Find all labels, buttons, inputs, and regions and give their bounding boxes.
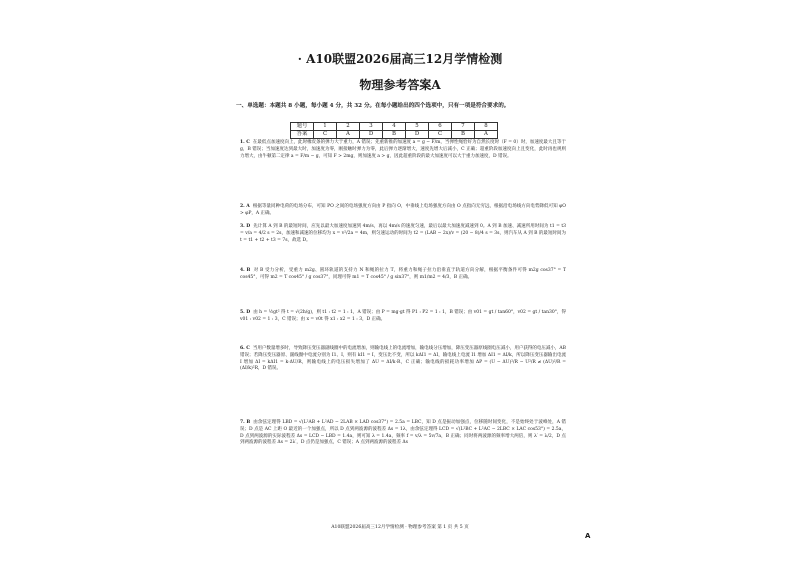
explanation-number: 6. C <box>240 346 250 351</box>
answer-cell: D <box>406 131 429 139</box>
answer-explanation <box>240 268 566 282</box>
question-number: 5 <box>406 123 429 131</box>
document-subtitle: 物理参考答案A <box>359 78 441 92</box>
answer-explanation <box>240 310 566 324</box>
answer-cell: D <box>360 131 383 139</box>
row-label: 题号 <box>291 123 314 131</box>
section-heading: 一、单选题：本题共 8 小题，每小题 4 分，共 32 分。在每小题给出的四个选项中，只有一项是符合要求的。 <box>236 103 510 109</box>
answer-explanation <box>240 420 566 447</box>
answer-sheet <box>230 40 570 540</box>
question-number: 8 <box>475 123 498 131</box>
explanation-text: 在最低点加速度向上，此时橡皮条的弹力大于重力，A 错误；先重新推的加速度 a = g − F/m，当弹性绳恰好为自然长度时（F = 0）时，加速度最大且等于 g，B 错误；当加速度达到最大时，加速度为零，刚接触时弹力为零，此后弹力逐渐增大，速度先增大后减小，C 正确；超重阶段加速度向上且变化，此时再也规则力增大，由牛顿第二定律 a = F/m − g，可知 F > 2mg，则加速度 a > g，因此超重阶段的最大加速度可以大于重力加速度，D 错误。 <box>240 140 566 159</box>
answer-cell: B <box>452 131 475 139</box>
question-number: 3 <box>360 123 383 131</box>
page-footer: A10联盟2026届高三12月学情检测 · 物理参考答案 第 1 页 共 5 页 <box>331 525 469 530</box>
answer-explanation <box>240 224 566 244</box>
answer-cell: A <box>337 131 360 139</box>
question-number: 7 <box>452 123 475 131</box>
explanation-number: 7. B <box>240 420 251 425</box>
explanation-text: 根据等量同种电荷的电场分布，可知 PO 之间的电场强度方向由 P 指向 O，中垂线上电场强度方向由 O 点指向无穷远，根据沿电场线方向电势降低可知 φO > φP，A 正确。 <box>240 204 566 216</box>
explanation-number: 2. A <box>240 204 250 209</box>
explanation-number: 1. C <box>240 140 250 145</box>
answer-cell: C <box>429 131 452 139</box>
question-number: 2 <box>337 123 360 131</box>
document-title: · A10联盟2026届高三12月学情检测 <box>297 52 503 66</box>
explanation-text: 先计算 A 到 B 的最短时间，应先以最大加速度加速到 4m/s，再以 4m/s 的速度匀速，最后以最大加速度减速到 0。A 到 B 加速、减速所用时间为 t1 = t3 = v/a = 4/2 s = 2s，加速和减速的位移均为 x = v²/2a = 4m，则匀速运动的时间为 t2 = (LAB − 2x)/v = (20 − 8)/4 s = 3s，则汽车从 A 到 B 的最短时间为 t = t1 + t2 + t3 = 7s，故选 D。 <box>240 224 566 243</box>
explanation-number: 5. D <box>240 310 251 315</box>
explanation-text: 由余弦定理得 LBD = √(L²AB + L²AD − 2LAB × LAD cos37°) = 2.5a = LBC，知 D 点是振动加强点，位移随时间变化，不是始终处于波峰处，A 错误；D 点是 AC 上距 O 最近的一个加强点，所以 D 点到两波源的波程差 Δs = 1λ，由余弦定理得 LCD = √(L²BC + L²AC − 2LBC × LAC cos53°) = 2.5a，D 点到两波源的实际波程差 Δs = LCD − LBD = 1.4a，则可知 λ = 1.4a，频率 f = v/λ = 5v/7a，B 正确；同时将两波源的频率增大两倍，则 λ′ = λ/2，D 点到两波源的波程差 Δs = 2λ′，D 点仍是加强点，C 错误；A 点到两波源的波程差 Δs <box>240 420 566 446</box>
answer-cell: B <box>383 131 406 139</box>
explanation-number: 3. D <box>240 224 251 229</box>
answer-explanation <box>240 346 566 373</box>
explanation-text: 对 B 受力分析，受重力 m2g、圆环轨道的支持力 N 和绳的拉力 T，将重力和绳子拉力沿垂直于轨道方向分解，根据平衡条件可得 m2g cos37° = T cos45°，可得 m2 = T cos45° / g cos37°，同理可得 m1 = T cos45° / g sin37°，则 m1/m2 = 4/3，B 正确。 <box>240 268 566 280</box>
answer-table <box>290 122 498 139</box>
answer-table-number-row <box>291 123 498 131</box>
answer-explanation <box>240 140 566 160</box>
question-number: 6 <box>429 123 452 131</box>
explanation-text: 当用户数量增多时，导致降压变压器副线圈中的电流增加，则输电线上的电流增加，输电线分压增加，降压变压器原线圈电压减小，用户获得的电压减小，AB 错误；若降压变压器原、副线圈中电流分别为 I1、I，则有 kI1 = I，变压比不变，所以 kΔI1 = ΔI，输电线上电流 I1 增加 ΔI1 = ΔI/k，所以降压变压器输出电流 I 增加 ΔI = kΔI1 = k·ΔU/R，则输电线上的电压损失增加了 ΔU = ΔI/k·R，C 正确；输电线的损耗功率增加 ΔP = (U − ΔU)²/R − U²/R ≠ (ΔU)²/R = (ΔI/k)²R，D 错误。 <box>240 346 566 372</box>
corner-mark: A <box>585 532 591 540</box>
answer-explanation <box>240 204 566 218</box>
question-number: 1 <box>314 123 337 131</box>
explanation-number: 4. B <box>240 268 251 273</box>
answer-table-answer-row <box>291 131 498 139</box>
row-label: 答案 <box>291 131 314 139</box>
answer-cell: A <box>475 131 498 139</box>
question-number: 4 <box>383 123 406 131</box>
answer-cell: C <box>314 131 337 139</box>
explanation-text: 由 h = ½gt² 得 t = √(2h/g)，则 t1 : t2 = 1 : 1，A 错误；由 P = mg·gt 得 P1 : P2 = 1 : 1，B 错误；由 v01 = gt / tan60°，v02 = gt / tan30°，得 v01 : v02 = 1 : 3，C 错误；由 x = v0t 得 x1 : x2 = 1 : 3，D 正确。 <box>240 310 567 322</box>
